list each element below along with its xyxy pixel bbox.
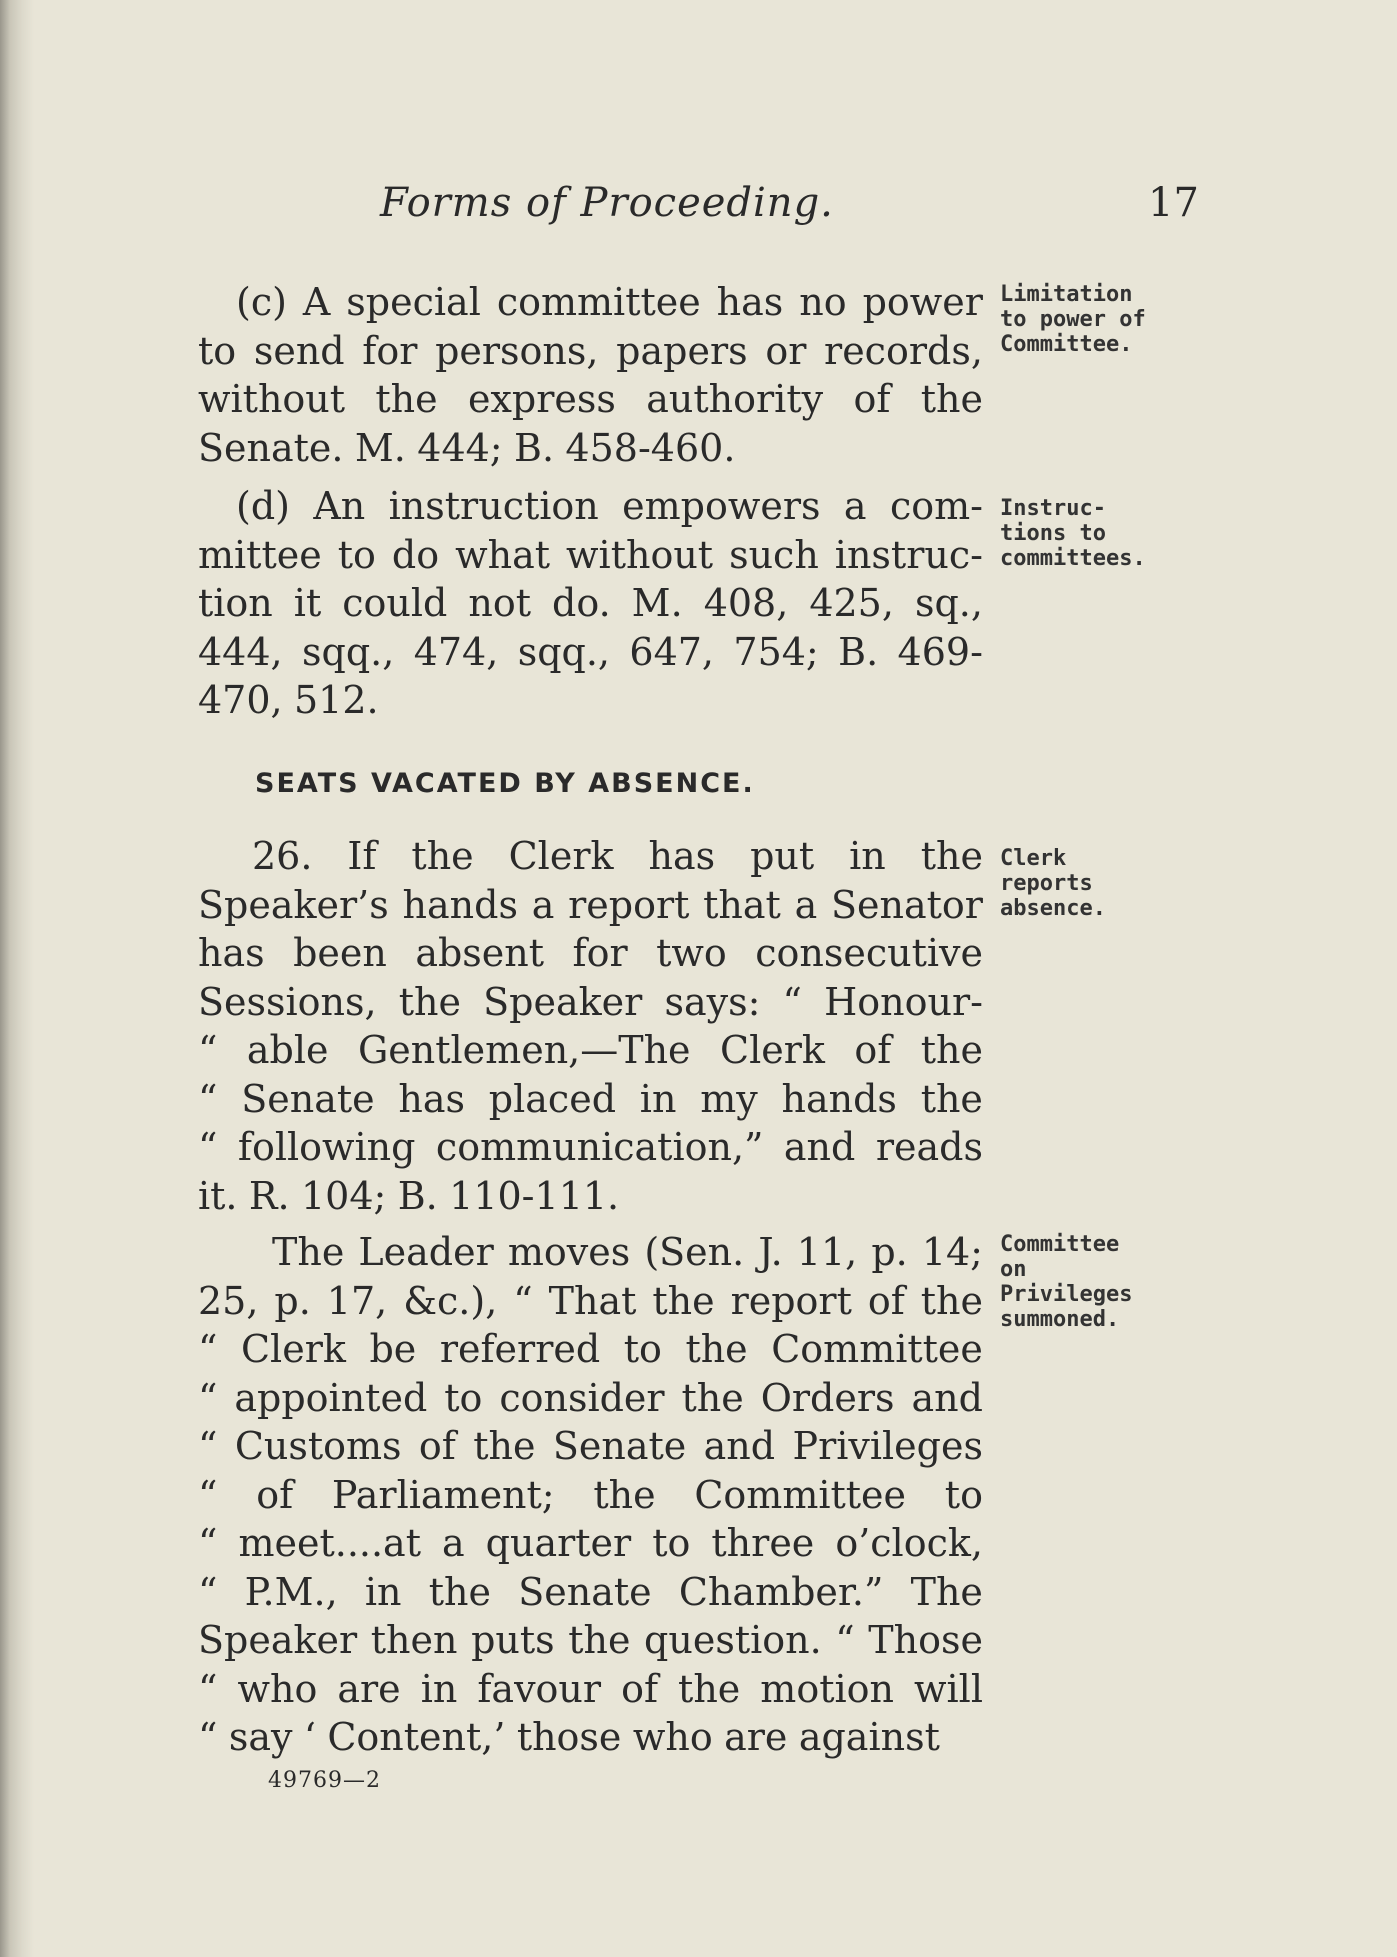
text-line: Speaker then puts the question. “ Those xyxy=(198,1618,983,1662)
text-line: “ Senate has placed in my hands the xyxy=(198,1076,983,1121)
text-line: without the express authority of the xyxy=(198,377,983,421)
text-line: 26. If the Clerk has put in the xyxy=(252,834,983,878)
margin-note-line: tions to xyxy=(1000,521,1106,546)
text-line: “ Customs of the Senate and Privileges xyxy=(198,1424,983,1468)
margin-note-line: committees. xyxy=(1000,546,1146,571)
margin-note-line: on xyxy=(1000,1257,1027,1282)
text-line: tion it could not do. M. 408, 425, sq., xyxy=(198,581,983,625)
text-line: Sessions, the Speaker says: “ Honour- xyxy=(198,979,983,1024)
text-line: 444, sqq., 474, sqq., 647, 754; B. 469- xyxy=(198,629,983,674)
text-line: The Leader moves (Sen. J. 11, p. 14; xyxy=(272,1230,983,1274)
margin-note-limitation xyxy=(1000,282,1146,357)
text-line: “ appointed to consider the Orders and xyxy=(198,1375,983,1420)
book-spine-shadow xyxy=(0,0,34,1957)
margin-note-instructions xyxy=(1000,496,1146,571)
paragraph-c xyxy=(198,278,983,472)
text-line: mittee to do what without such instruc- xyxy=(198,532,983,577)
paragraph-leader xyxy=(198,1228,983,1762)
running-head: Forms of Proceeding. xyxy=(380,180,834,226)
text-line: “ Clerk be referred to the Committee xyxy=(198,1327,983,1371)
margin-note-clerk xyxy=(1000,846,1106,921)
text-line: “ who are in favour of the motion will xyxy=(198,1666,983,1711)
text-line: “ following communication,” and reads xyxy=(198,1125,983,1169)
text-line: has been absent for two consecutive xyxy=(198,931,983,975)
text-line: “ of Parliament; the Committee to xyxy=(198,1472,983,1517)
margin-note-line: to power of xyxy=(1000,307,1146,332)
margin-note-line: Instruc- xyxy=(1000,496,1106,521)
text-line: “ able Gentlemen,—The Clerk of the xyxy=(198,1028,983,1072)
margin-note-line: reports xyxy=(1000,871,1093,896)
margin-note-line: Committee xyxy=(1000,1232,1120,1257)
margin-note-line: Limitation xyxy=(1000,282,1133,307)
printer-signature: 49769—2 xyxy=(268,1768,381,1793)
text-line: “ meet....at a quarter to three o’clock, xyxy=(198,1521,983,1565)
margin-note-line: Privileges xyxy=(1000,1282,1133,1307)
text-line: 470, 512. xyxy=(198,678,379,722)
section-heading: SEATS VACATED BY ABSENCE. xyxy=(255,768,755,799)
text-line: Speaker’s hands a report that a Senator xyxy=(198,882,983,927)
text-line: Senate. M. 444; B. 458-460. xyxy=(198,425,736,470)
text-line: it. R. 104; B. 110-111. xyxy=(198,1173,620,1218)
margin-note-committee xyxy=(1000,1232,1132,1332)
text-line: “ P.M., in the Senate Chamber.” The xyxy=(198,1569,983,1614)
text-line: (d) An instruction empowers a com- xyxy=(236,484,983,528)
margin-note-line: Clerk xyxy=(1000,846,1067,871)
text-line: 25, p. 17, &c.), “ That the report of the xyxy=(198,1278,983,1323)
text-line: to send for persons, papers or records, xyxy=(198,328,983,373)
margin-note-line: absence. xyxy=(1000,896,1106,921)
text-line: “ say ‘ Content,’ those who are against xyxy=(198,1715,940,1759)
text-line: (c) A special committee has no power xyxy=(236,280,983,324)
paragraph-d xyxy=(198,482,983,725)
margin-note-line: summoned. xyxy=(1000,1307,1120,1332)
paragraph-26 xyxy=(198,832,983,1220)
page-number: 17 xyxy=(1148,180,1199,226)
margin-note-line: Committee. xyxy=(1000,332,1133,357)
